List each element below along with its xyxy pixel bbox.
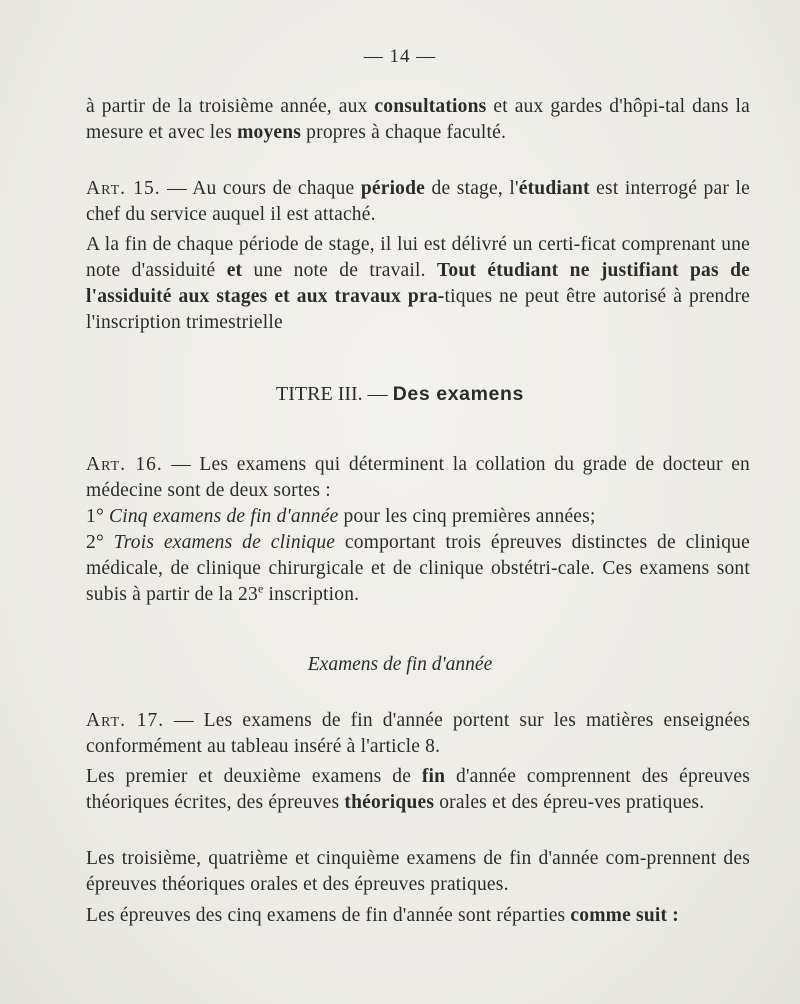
premier-bold-2: théoriques xyxy=(344,792,435,813)
article-17-label: Art. 17. xyxy=(86,710,165,731)
art16-item2-end: inscription. xyxy=(263,584,360,605)
paragraph-troisieme: Les troisième, quatrième et cinquième examens de fin d'année com-prennent des épreuves théoriques orales et des épreuves pratiques. xyxy=(86,848,750,895)
premier-text-3: orales et des épreu-ves pratiques. xyxy=(434,792,705,813)
epreuves-bold-1: comme suit : xyxy=(570,905,679,926)
premier-bold-1: fin xyxy=(421,766,446,787)
art16-item2-italic: Trois examens de clinique xyxy=(113,532,336,553)
para1-text-2: et aux gardes d'hôpi-tal dans la mesure et avec les xyxy=(86,96,751,143)
paragraph-premier-deuxieme xyxy=(86,764,750,816)
premier-text-1: Les premier et deuxième examens de xyxy=(86,766,422,787)
art16-item1-text: pour les cinq premières années; xyxy=(338,506,596,527)
art15-bold-2: étudiant xyxy=(518,178,590,199)
art16-item2-sup: e xyxy=(257,581,264,596)
art16-item2-num: 2° xyxy=(86,532,104,553)
certificat-text-1: A la fin de chaque période de stage, il lui est délivré un certi-ficat comprenant une note d'assiduité xyxy=(86,234,750,281)
paragraph-certificat xyxy=(86,232,750,336)
certificat-text-2: une note de travail. xyxy=(242,260,437,281)
paragraph-stages-continuation xyxy=(86,94,750,146)
art16-item2-text: comportant trois épreuves distinctes de clinique médicale, de clinique chirurgicale et de clinique obstétri-cale. Ces examens sont subis à partir de la 23 xyxy=(86,532,750,605)
art15-text-2: de stage, l' xyxy=(425,178,519,199)
art17-text: — Les examens de fin d'année portent sur les matières enseignées conformément au tableau inséré à l'article 8. xyxy=(86,710,750,757)
para1-bold-1: consultations xyxy=(374,96,487,117)
art15-bold-1: période xyxy=(360,178,426,199)
para1-bold-2: moyens xyxy=(237,122,302,143)
subheading-examens-fin-annee: Examens de fin d'année xyxy=(307,654,493,675)
art16-item1-italic: Cinq examens de fin d'année xyxy=(109,506,339,527)
art16-item1-num: 1° xyxy=(86,506,104,527)
premier-text-2: d'année comprennent des épreuves théoriques écrites, des épreuves xyxy=(86,766,750,813)
article-15 xyxy=(86,176,750,228)
article-15-label: Art. 15. xyxy=(86,178,161,199)
section-heading-titre-iii xyxy=(0,383,800,406)
paragraph-epreuves xyxy=(86,903,750,929)
certificat-bold-1: et xyxy=(226,260,243,281)
article-16 xyxy=(86,452,750,608)
certificat-bold-2: Tout étudiant ne justifiant pas de l'assiduité aux stages et aux travaux pra- xyxy=(86,260,750,307)
epreuves-text-1: Les épreuves des cinq examens de fin d'année sont réparties xyxy=(86,905,571,926)
art16-text: — Les examens qui déterminent la collation du grade de docteur en médecine sont de deux sortes : xyxy=(86,454,750,501)
art15-text-3: est interrogé par le chef du service auquel il est attaché. xyxy=(86,178,751,225)
titre-prefix: TITRE III. — xyxy=(276,383,393,405)
para1-text-3: propres à chaque faculté. xyxy=(301,122,507,143)
page-number: — 14 — xyxy=(363,46,437,67)
article-16-label: Art. 16. xyxy=(86,454,163,475)
titre-bold: Des examens xyxy=(392,383,524,405)
art15-text-1: — Au cours de chaque xyxy=(160,178,361,199)
para1-text-1: à partir de la troisième année, aux xyxy=(86,96,375,117)
certificat-text-3: tiques ne peut être autorisé à prendre l'inscription trimestrielle xyxy=(86,286,750,333)
art16-item-1 xyxy=(86,504,750,530)
article-17 xyxy=(86,708,750,760)
art16-item-2 xyxy=(86,530,750,608)
